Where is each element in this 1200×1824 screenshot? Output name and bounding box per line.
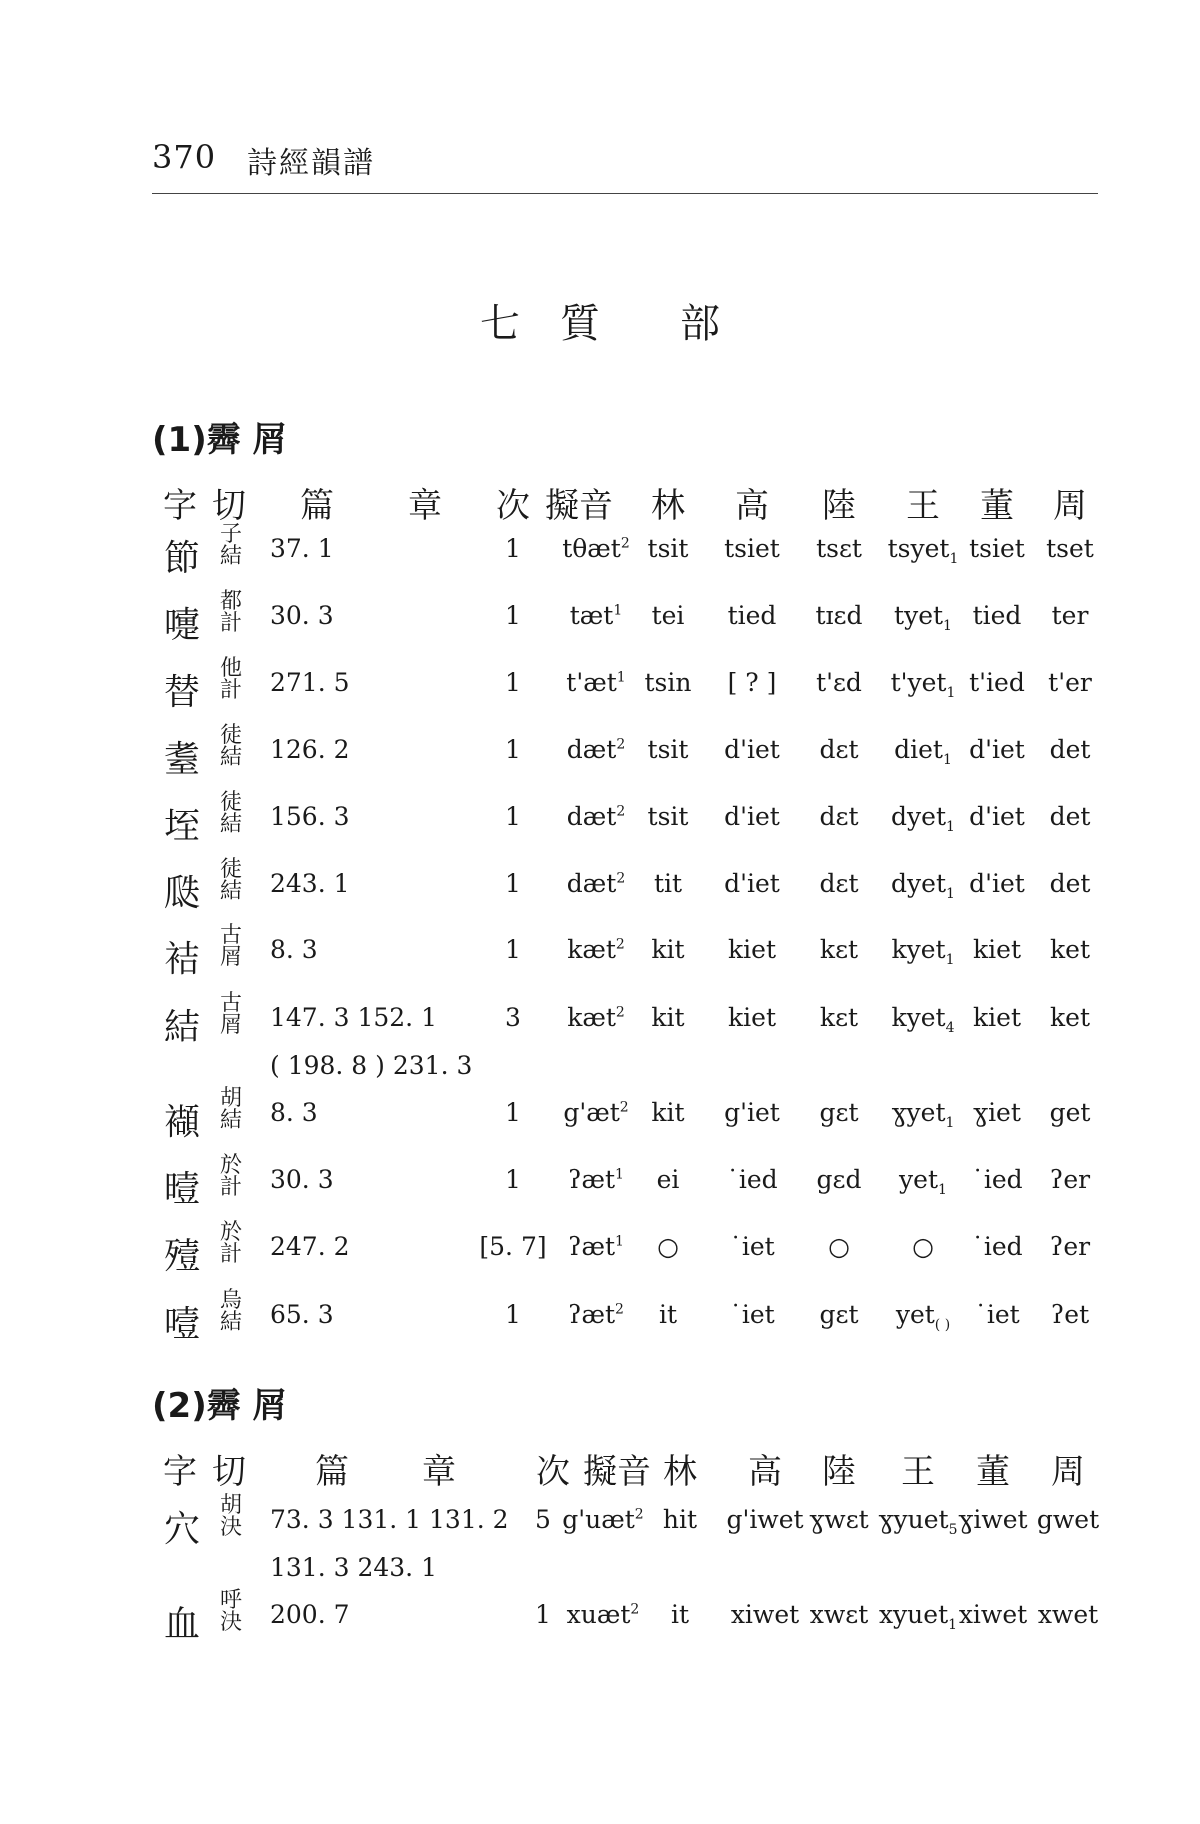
lu-reading: ○ — [828, 1232, 850, 1261]
column-header: 董 — [976, 1452, 1010, 1492]
fanqie-char: 決 — [219, 1515, 242, 1540]
dong-reading: d'iet — [969, 869, 1025, 898]
section-label: (2)霽 屑 — [152, 1386, 287, 1426]
lin-reading: ei — [656, 1165, 680, 1194]
lin-reading: it — [670, 1600, 690, 1629]
dong-reading: tied — [972, 601, 1022, 630]
lu-reading: dɛt — [819, 735, 859, 764]
reconstruction-base: g'uæt — [562, 1505, 635, 1534]
fanqie-spelling — [217, 1155, 245, 1199]
column-header: 林 — [663, 1452, 697, 1492]
reconstruction — [562, 534, 630, 563]
lin-reading: tsit — [647, 534, 689, 563]
wang-reading-base: ɣyet — [891, 1098, 946, 1127]
wang-reading — [896, 1300, 950, 1333]
lu-reading: kɛt — [819, 1003, 859, 1032]
wang-reading — [879, 1505, 958, 1538]
reconstruction — [567, 1600, 640, 1629]
wang-reading — [894, 601, 952, 634]
fanqie-spelling — [217, 1495, 245, 1539]
reconstruction — [568, 1165, 624, 1194]
zhou-reading: det — [1049, 802, 1091, 831]
poem-reference: 247. 2 — [270, 1232, 350, 1261]
chapter-title-3: 部 — [680, 301, 720, 347]
fanqie-char: 屑 — [219, 1013, 242, 1038]
entry-character: 替 — [163, 672, 201, 713]
wang-reading — [891, 935, 954, 968]
gao-reading: g'iet — [724, 1098, 780, 1127]
fanqie-char: 結 — [219, 1108, 242, 1133]
wang-subscript: 1 — [943, 618, 952, 634]
wang-reading — [891, 1003, 954, 1036]
wang-subscript: 1 — [948, 1617, 958, 1633]
dong-reading: t'ied — [969, 668, 1025, 697]
entry-character: 袺 — [163, 939, 201, 980]
fanqie-spelling — [217, 1290, 245, 1334]
fanqie-char: 徒 — [219, 790, 242, 815]
poem-reference: 65. 3 — [270, 1300, 334, 1329]
gao-reading: ˙iet — [729, 1300, 775, 1329]
entry-character: 殪 — [163, 1236, 201, 1277]
fanqie-char: 結 — [219, 812, 242, 837]
wang-reading-base: kyet — [891, 935, 946, 964]
reconstruction-base: ʔæt — [568, 1232, 616, 1261]
column-header: 字 — [163, 1452, 197, 1492]
lu-reading: gɛt — [819, 1098, 859, 1127]
column-header: 王 — [901, 1452, 935, 1492]
poem-reference: 156. 3 — [270, 802, 350, 831]
entry-character: 結 — [163, 1007, 201, 1048]
wang-reading-base: xyuet — [878, 1600, 949, 1629]
gao-reading: kiet — [728, 1003, 776, 1032]
gao-reading: g'iwet — [726, 1505, 804, 1534]
occurrence-count: 3 — [505, 1003, 521, 1032]
tone-superscript: 2 — [615, 936, 625, 953]
column-header: 林 — [651, 486, 685, 526]
lin-reading: ○ — [657, 1232, 679, 1261]
zhou-reading: t'er — [1048, 668, 1092, 697]
reconstruction-base: dæt — [566, 735, 617, 764]
fanqie-char: 胡 — [219, 1086, 242, 1111]
wang-subscript: 1 — [945, 952, 955, 968]
wang-subscript: 1 — [942, 752, 952, 768]
fanqie-char: 子 — [219, 522, 242, 547]
reconstruction-base: kæt — [567, 935, 616, 964]
column-header: 周 — [1051, 1452, 1085, 1492]
dong-reading: xiwet — [958, 1600, 1028, 1629]
wang-reading — [894, 735, 952, 768]
gao-reading: d'iet — [724, 869, 780, 898]
fanqie-spelling — [217, 725, 245, 769]
tone-superscript: 2 — [616, 736, 626, 753]
gao-reading: tsiet — [724, 534, 780, 563]
lin-reading: tsit — [647, 735, 689, 764]
column-header: 篇 — [300, 486, 334, 526]
tone-superscript: 2 — [630, 1601, 640, 1618]
dong-reading: tsiet — [969, 534, 1025, 563]
zhou-reading: ʔer — [1049, 1165, 1091, 1194]
zhou-reading: det — [1049, 869, 1091, 898]
reconstruction — [563, 1098, 628, 1127]
reconstruction — [568, 1232, 624, 1261]
fanqie-char: 屑 — [219, 945, 242, 970]
dong-reading: d'iet — [969, 802, 1025, 831]
column-header: 陸 — [822, 486, 856, 526]
occurrence-count: 1 — [505, 1098, 521, 1127]
wang-subscript: 4 — [945, 1020, 955, 1036]
fanqie-spelling — [217, 1088, 245, 1132]
zhou-reading: ʔer — [1049, 1232, 1091, 1261]
reconstruction — [568, 1300, 624, 1329]
fanqie-spelling — [217, 925, 245, 969]
column-header: 陸 — [822, 1452, 856, 1492]
occurrence-count: 5 — [535, 1505, 551, 1534]
book-title: 詩經韻譜 — [247, 146, 375, 181]
chapter-title — [0, 292, 1200, 349]
occurrence-count: 1 — [505, 802, 521, 831]
entry-character: 耋 — [163, 739, 201, 780]
reconstruction — [566, 668, 625, 697]
wang-subscript: 1 — [938, 1182, 947, 1198]
poem-reference: 8. 3 — [270, 935, 318, 964]
fanqie-spelling — [217, 524, 245, 568]
lin-reading: tsit — [647, 802, 689, 831]
lu-reading: kɛt — [819, 935, 859, 964]
wang-reading — [888, 534, 959, 567]
fanqie-char: 都 — [219, 589, 242, 614]
zhou-reading: ket — [1050, 1003, 1090, 1032]
section-label: (1)霽 屑 — [152, 420, 287, 460]
occurrence-count: 1 — [505, 534, 521, 563]
wang-reading — [891, 802, 955, 835]
occurrence-count: 1 — [505, 869, 521, 898]
fanqie-char: 呼 — [219, 1588, 242, 1613]
reconstruction — [562, 1505, 643, 1534]
fanqie-char: 決 — [219, 1610, 242, 1635]
fanqie-char: 計 — [219, 1175, 242, 1200]
wang-reading-base: tyet — [894, 601, 944, 630]
fanqie-char: 計 — [219, 678, 242, 703]
reconstruction-base: kæt — [567, 1003, 616, 1032]
gao-reading: xiwet — [730, 1600, 800, 1629]
column-header: 切 — [212, 486, 246, 526]
lin-reading: tit — [653, 869, 683, 898]
tone-superscript: 2 — [615, 1004, 625, 1021]
column-header: 王 — [906, 486, 940, 526]
column-header: 切 — [212, 1452, 246, 1492]
fanqie-spelling — [217, 993, 245, 1037]
gao-reading: d'iet — [724, 802, 780, 831]
fanqie-char: 古 — [219, 923, 242, 948]
dong-reading: kiet — [973, 935, 1021, 964]
fanqie-char: 於 — [219, 1153, 242, 1178]
fanqie-spelling — [217, 1590, 245, 1634]
wang-reading — [879, 1600, 957, 1633]
wang-subscript: 1 — [946, 886, 955, 902]
reconstruction-base: g'æt — [563, 1098, 620, 1127]
wang-reading-base: dyet — [891, 802, 947, 831]
dong-reading: ɣiwet — [958, 1505, 1028, 1534]
wang-reading-base: yet — [895, 1300, 935, 1329]
occurrence-count: 1 — [505, 601, 521, 630]
fanqie-char: 於 — [219, 1220, 242, 1245]
reconstruction-base: tθæt — [562, 534, 621, 563]
column-header: 篇 — [315, 1452, 349, 1492]
entry-character: 嚏 — [163, 605, 201, 646]
zhou-reading: gwet — [1036, 1505, 1100, 1534]
poem-reference: 200. 7 — [270, 1600, 350, 1629]
lu-reading: dɛt — [819, 802, 859, 831]
lu-reading: t'ɛd — [816, 668, 862, 697]
fanqie-char: 計 — [219, 611, 242, 636]
entry-character: 血 — [163, 1604, 201, 1645]
wang-reading-base: ɣyuet — [878, 1505, 949, 1534]
tone-superscript: 2 — [615, 1301, 624, 1318]
gao-reading: ˙iet — [729, 1232, 775, 1261]
reconstruction-base: ʔæt — [568, 1300, 616, 1329]
wang-subscript: 5 — [948, 1522, 958, 1538]
wang-subscript: ( ) — [934, 1317, 951, 1333]
dong-reading: ˙iet — [974, 1300, 1020, 1329]
occurrence-count: 1 — [505, 1300, 521, 1329]
dong-reading: d'iet — [969, 735, 1025, 764]
reconstruction-base: ʔæt — [568, 1165, 616, 1194]
header-rule — [152, 193, 1098, 194]
tone-superscript: 2 — [616, 803, 626, 820]
entry-character: 穴 — [163, 1509, 201, 1550]
lu-reading: gɛd — [816, 1165, 862, 1194]
wang-subscript: 1 — [946, 819, 955, 835]
gao-reading: ˙ied — [726, 1165, 778, 1194]
wang-subscript: 1 — [945, 1115, 955, 1131]
column-header: 章 — [408, 486, 442, 526]
lin-reading: kit — [651, 1098, 685, 1127]
poem-reference: 73. 3 131. 1 131. 2 — [270, 1505, 509, 1534]
wang-reading — [892, 1098, 955, 1131]
reconstruction-base: xuæt — [566, 1600, 631, 1629]
poem-reference: 126. 2 — [270, 735, 350, 764]
wang-reading-base: tsyet — [887, 534, 950, 563]
column-header: 高 — [735, 486, 769, 526]
chapter-title-2: 質 — [560, 301, 600, 347]
fanqie-char: 結 — [219, 879, 242, 904]
tone-superscript: 2 — [616, 870, 626, 887]
reconstruction — [567, 735, 625, 764]
entry-character: 噎 — [163, 1304, 201, 1345]
column-header: 章 — [422, 1452, 456, 1492]
lin-reading: kit — [651, 935, 685, 964]
fanqie-char: 古 — [219, 991, 242, 1016]
poem-reference: 30. 3 — [270, 1165, 334, 1194]
fanqie-spelling — [217, 859, 245, 903]
column-header: 次 — [496, 486, 530, 526]
gao-reading: d'iet — [724, 735, 780, 764]
lin-reading: kit — [651, 1003, 685, 1032]
occurrence-count: 1 — [535, 1600, 551, 1629]
reconstruction — [570, 601, 623, 630]
fanqie-char: 烏 — [219, 1288, 242, 1313]
wang-reading-base: kyet — [891, 1003, 946, 1032]
lu-reading: tɪɛd — [815, 601, 863, 630]
tone-superscript: 1 — [613, 602, 623, 619]
lu-reading: gɛt — [819, 1300, 859, 1329]
lin-reading: hit — [662, 1505, 698, 1534]
chapter-title-1: 七 — [480, 301, 520, 347]
wang-subscript: 1 — [946, 685, 956, 701]
poem-reference: 8. 3 — [270, 1098, 318, 1127]
poem-reference: 271. 5 — [270, 668, 350, 697]
fanqie-char: 胡 — [219, 1493, 242, 1518]
occurrence-count: 1 — [505, 935, 521, 964]
poem-reference-continued: 131. 3 243. 1 — [270, 1553, 437, 1582]
fanqie-spelling — [217, 792, 245, 836]
wang-reading — [912, 1232, 934, 1261]
poem-reference: 37. 1 — [270, 534, 334, 563]
fanqie-spelling — [217, 591, 245, 635]
tone-superscript: 2 — [620, 535, 630, 552]
wang-reading-base: dyet — [891, 869, 947, 898]
tone-superscript: 1 — [616, 669, 626, 686]
wang-reading-base: ○ — [912, 1232, 934, 1261]
gao-reading: kiet — [728, 935, 776, 964]
reconstruction-base: dæt — [566, 802, 617, 831]
lu-reading: tsɛt — [816, 534, 862, 563]
reconstruction — [567, 1003, 625, 1032]
poem-reference: 30. 3 — [270, 601, 334, 630]
entry-character: 曀 — [163, 1169, 201, 1210]
zhou-reading: ter — [1051, 601, 1089, 630]
column-header: 高 — [748, 1452, 782, 1492]
entry-character: 垤 — [163, 806, 201, 847]
zhou-reading: tset — [1046, 534, 1094, 563]
tone-superscript: 1 — [615, 1233, 624, 1250]
fanqie-char: 徒 — [219, 857, 242, 882]
fanqie-char: 結 — [219, 544, 242, 569]
dong-reading: ˙ied — [971, 1232, 1023, 1261]
page-number: 370 — [152, 138, 217, 176]
gao-reading: tied — [727, 601, 777, 630]
reconstruction — [567, 935, 625, 964]
entry-character: 瓞 — [163, 873, 201, 914]
lin-reading: tsin — [644, 668, 692, 697]
poem-reference-continued: ( 198. 8 ) 231. 3 — [270, 1051, 473, 1080]
column-header: 周 — [1053, 486, 1087, 526]
zhou-reading: xwet — [1037, 1600, 1099, 1629]
tone-superscript: 1 — [615, 1166, 624, 1183]
lu-reading: dɛt — [819, 869, 859, 898]
occurrence-count: [5. 7] — [479, 1232, 547, 1261]
fanqie-char: 徒 — [219, 723, 242, 748]
fanqie-spelling — [217, 1222, 245, 1266]
dong-reading: ɣiet — [973, 1098, 1021, 1127]
wang-reading — [891, 668, 956, 701]
wang-reading-base: yet — [899, 1165, 939, 1194]
wang-subscript: 1 — [949, 551, 959, 567]
tone-superscript: 2 — [619, 1099, 629, 1116]
fanqie-char: 結 — [219, 1310, 242, 1335]
fanqie-char: 計 — [219, 1242, 242, 1267]
zhou-reading: ket — [1050, 935, 1090, 964]
reconstruction — [567, 869, 625, 898]
reconstruction-base: t'æt — [566, 668, 617, 697]
lu-reading: ɣwɛt — [809, 1505, 869, 1534]
column-header: 擬音 — [583, 1452, 651, 1492]
gao-reading: [ ? ] — [727, 668, 777, 697]
column-header: 次 — [536, 1452, 570, 1492]
lu-reading: xwɛt — [809, 1600, 869, 1629]
occurrence-count: 1 — [505, 1165, 521, 1194]
occurrence-count: 1 — [505, 668, 521, 697]
tone-superscript: 2 — [634, 1506, 644, 1523]
poem-reference: 147. 3 152. 1 — [270, 1003, 437, 1032]
wang-reading — [891, 869, 955, 902]
wang-reading-base: diet — [894, 735, 943, 764]
entry-character: 節 — [163, 538, 201, 579]
column-header: 字 — [163, 486, 197, 526]
occurrence-count: 1 — [505, 735, 521, 764]
entry-character: 襭 — [163, 1102, 201, 1143]
dong-reading: ˙ied — [971, 1165, 1023, 1194]
lin-reading: it — [658, 1300, 678, 1329]
fanqie-spelling — [217, 658, 245, 702]
wang-reading — [899, 1165, 947, 1198]
reconstruction-base: dæt — [566, 869, 617, 898]
column-header: 擬音 — [545, 486, 613, 526]
wang-reading-base: t'yet — [890, 668, 947, 697]
column-header: 董 — [980, 486, 1014, 526]
zhou-reading: get — [1049, 1098, 1091, 1127]
lin-reading: tei — [651, 601, 685, 630]
fanqie-char: 他 — [219, 656, 242, 681]
dong-reading: kiet — [973, 1003, 1021, 1032]
poem-reference: 243. 1 — [270, 869, 350, 898]
fanqie-char: 結 — [219, 745, 242, 770]
reconstruction — [567, 802, 625, 831]
zhou-reading: det — [1049, 735, 1091, 764]
reconstruction-base: tæt — [569, 601, 614, 630]
zhou-reading: ʔet — [1050, 1300, 1090, 1329]
